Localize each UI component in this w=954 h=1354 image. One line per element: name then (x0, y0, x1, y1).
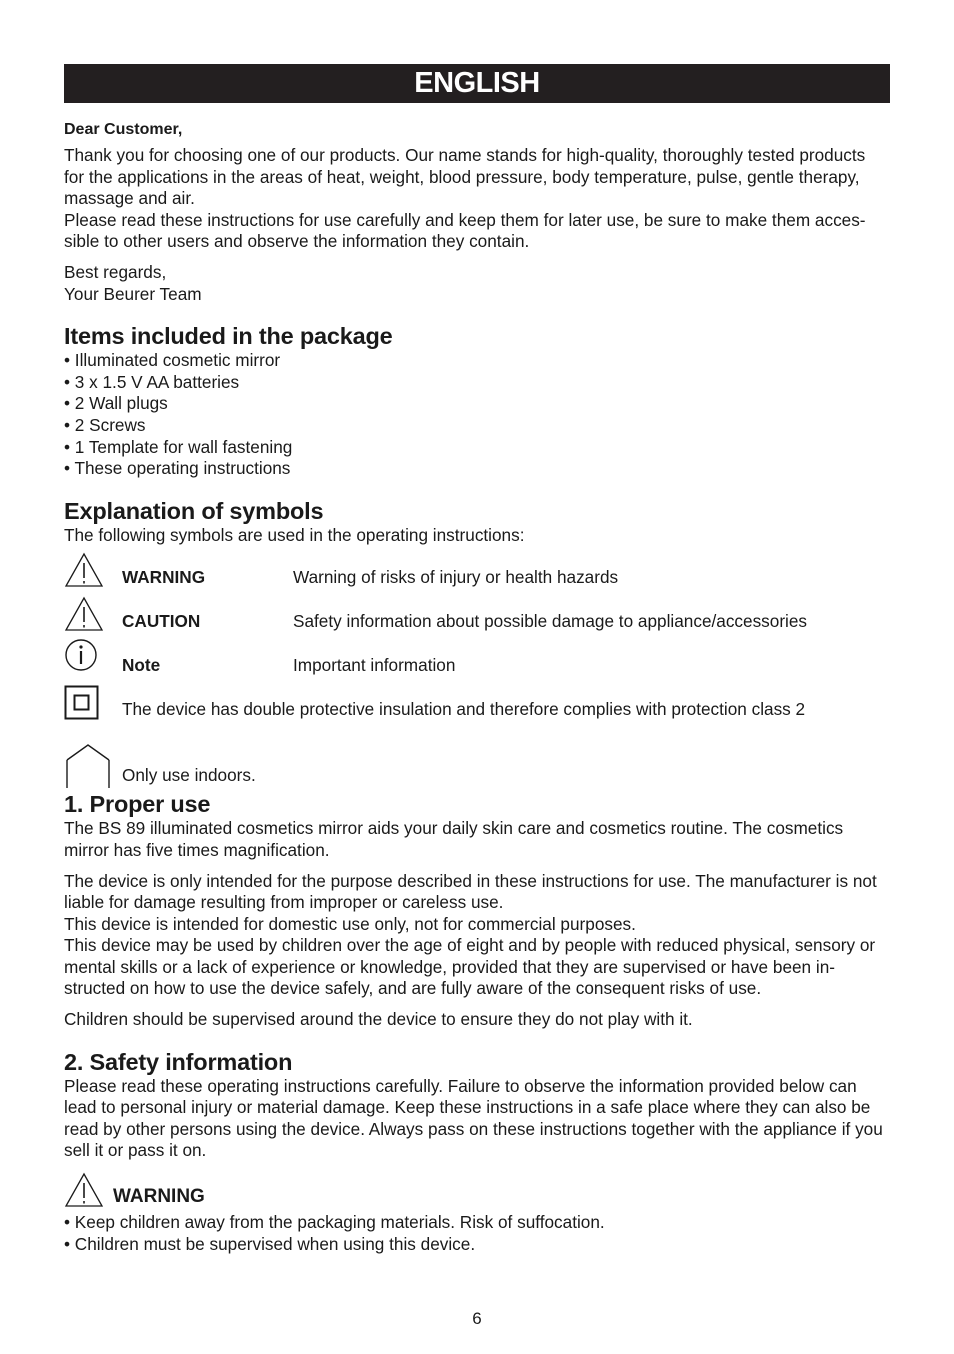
team-signature: Your Beurer Team (64, 283, 202, 304)
symbol-description: Safety information about possible damage to appliance/accessories (293, 611, 808, 632)
warning-label: WARNING (113, 1186, 205, 1208)
page-number: 6 (472, 1309, 482, 1328)
proper-use-paragraph-5: Children should be supervised around the device to ensure they do not play with it. (64, 1009, 693, 1030)
symbol-row-indoors (64, 728, 890, 790)
list-item: • 3 x 1.5 V AA batteries (64, 372, 890, 394)
symbol-row-note (64, 640, 890, 684)
warning-triangle-icon (64, 1172, 104, 1208)
package-list (64, 350, 890, 480)
symbol-row-warning (64, 552, 890, 596)
symbols-intro: The following symbols are used in the operating instructions: (64, 524, 525, 545)
manual-page (64, 64, 890, 1255)
list-item: • These operating instructions (64, 458, 890, 480)
symbol-row-caution (64, 596, 890, 640)
symbols-table (64, 552, 890, 790)
symbol-label: WARNING (122, 567, 206, 588)
proper-use-paragraph-1: The BS 89 illuminated cosmetics mirror aids your daily skin care and cosmetics routine. The cosmetics mirror has five times magnification. (64, 818, 844, 860)
proper-use-paragraph-3: This device is intended for domestic use only, not for commercial purposes. (64, 913, 636, 934)
list-item: • Illuminated cosmetic mirror (64, 350, 890, 372)
indoors-text: Only use indoors. (122, 765, 256, 786)
symbol-label: CAUTION (122, 611, 201, 632)
language-banner (64, 64, 890, 103)
proper-use-paragraph-4: This device may be used by children over the age of eight and by people with reduced physical, sensory or mental skills or a lack of experience or knowledge, provided that they are supervised or have been in-structed on how to use the device safely, and are fully aware of the consequent risks of use. (64, 935, 876, 999)
salutation: Dear Customer, (64, 121, 183, 138)
symbol-label: Note (122, 655, 161, 676)
proper-use-heading: 1. Proper use (64, 791, 211, 818)
list-item: • Keep children away from the packaging materials. Risk of suffocation. (64, 1212, 890, 1234)
warning-triangle-icon (64, 552, 104, 588)
safety-heading: 2. Safety information (64, 1048, 293, 1075)
protection-class-text: The device has double protective insulation and therefore complies with protection class 2 (122, 699, 806, 720)
symbol-row-protection-class (64, 684, 890, 728)
info-icon (64, 638, 100, 674)
safety-paragraph: Please read these operating instructions carefully. Failure to observe the information provided below can lead to personal injury or material damage. Keep these instructions in a safe place where they can also be read by other persons using the device. Always pass on these instructions together with the appliance if you sell it or pass it on. (64, 1075, 883, 1161)
intro-paragraph-1: Thank you for choosing one of our products. Our name stands for high-quality, thoroughly tested products for the applications in the areas of heat, weight, blood pressure, body temperature, pulse, gentle therapy, massage and air. (64, 145, 866, 209)
symbol-description: Warning of risks of injury or health hazards (293, 567, 619, 588)
symbol-description: Important information (293, 655, 456, 676)
list-item: • 2 Wall plugs (64, 393, 890, 415)
indoor-house-icon (64, 744, 112, 792)
warning-list (64, 1212, 890, 1255)
symbols-heading: Explanation of symbols (64, 497, 324, 524)
list-item: • 2 Screws (64, 415, 890, 437)
safety-warning-header (64, 1172, 890, 1212)
regards-text: Best regards, (64, 261, 167, 282)
warning-triangle-icon (64, 596, 104, 632)
intro-paragraph-2: Please read these instructions for use carefully and keep them for later use, be sure to make them acces-sible to other users and observe the information they contain. (64, 209, 866, 252)
language-title: ENGLISH (414, 67, 540, 99)
list-item: • Children must be supervised when using this device. (64, 1234, 890, 1256)
proper-use-paragraph-2: The device is only intended for the purpose described in these instructions for use. The manufacturer is not liable for damage resulting from improper or careless use. (64, 870, 877, 913)
list-item: • 1 Template for wall fastening (64, 437, 890, 459)
protection-class-2-icon (64, 685, 100, 721)
package-heading: Items included in the package (64, 323, 393, 350)
